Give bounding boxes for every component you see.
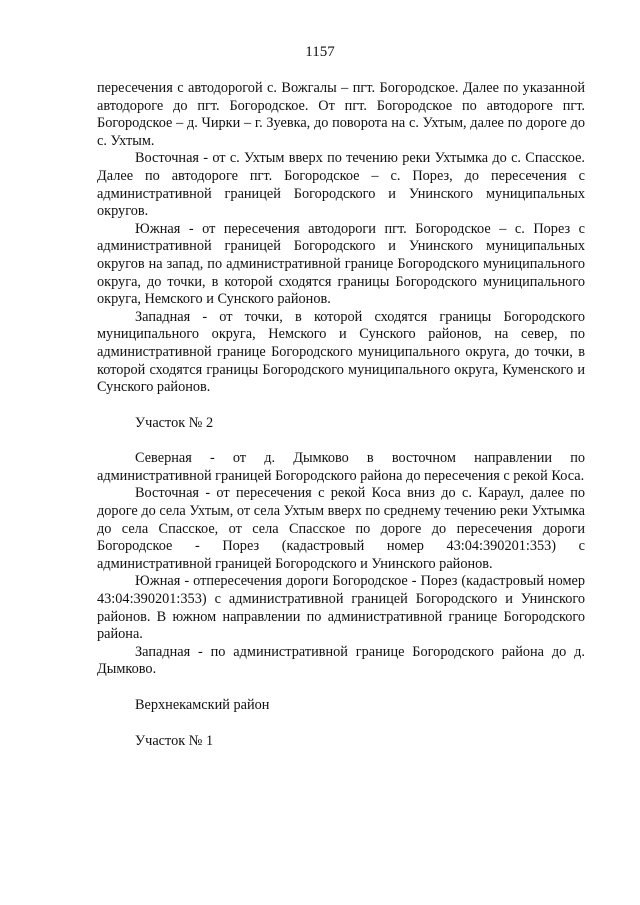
paragraph-continuation: пересечения с автодорогой с. Вожгалы – пгт. Богородское. Далее по указанной автодороге до пгт. Богородское. От пгт. Богородское по автодороге пгт. Богородское – д. Чирки – г. Зуевка, до поворота на с. Ухтым, далее по дороге до с. Ухтым. xyxy=(97,80,585,149)
paragraph-east-boundary: Восточная - от с. Ухтым вверх по течению реки Ухтымка до с. Спасское. Далее по автодороге пгт. Богородское – с. Порез, до пересечения с административной границей Богородского и Унинского муниципальных округов. xyxy=(97,150,585,220)
paragraph-plot2-east: Восточная - от пересечения с рекой Коса вниз до с. Караул, далее по дороге до села Ухтым, от села Ухтым вверх по среднему течению реки Ухтымка до села Спасское, от села Спасское по дороге до пересечения дороги Богородское - Порез (кадастровый номер 43:04:390201:353) с административной границей Богородского и Унинского районов. xyxy=(97,485,585,572)
section-heading-plot-2: Участок № 2 xyxy=(135,414,214,431)
section-heading-plot-1: Участок № 1 xyxy=(135,732,214,749)
document-body xyxy=(97,80,585,768)
paragraph-south-boundary: Южная - от пересечения автодороги пгт. Богородское – с. Порез с административной границей Богородского и Унинского муниципальных округов на запад, по административной границе Богородского муниципального округа, до точки, в которой сходятся границы Богородского муниципального округа, Немского и Сунского районов. xyxy=(97,220,585,308)
paragraph-plot2-west: Западная - по административной границе Богородского района до д. Дымково. xyxy=(97,643,585,678)
paragraph-west-boundary: Западная - от точки, в которой сходятся границы Богородского муниципального округа, Немского и Сунского районов, на север, по административной границе Богородского муниципального округа, до точки, в которой сходятся границы Богородского муниципального округа, Куменского и Сунского районов. xyxy=(97,308,585,396)
section-heading-district: Верхнекамский район xyxy=(135,697,270,713)
paragraph-plot2-north: Северная - от д. Дымково в восточном направлении по административной границей Богородского района до пересечения с рекой Коса. xyxy=(97,450,585,484)
paragraph-plot2-south: Южная - отпересечения дороги Богородское - Порез (кадастровый номер 43:04:390201:353) с административной границей Богородского и Унинского районов. В южном направлении по административной границе Богородского района. xyxy=(97,573,585,643)
page-number: 1157 xyxy=(305,44,335,60)
